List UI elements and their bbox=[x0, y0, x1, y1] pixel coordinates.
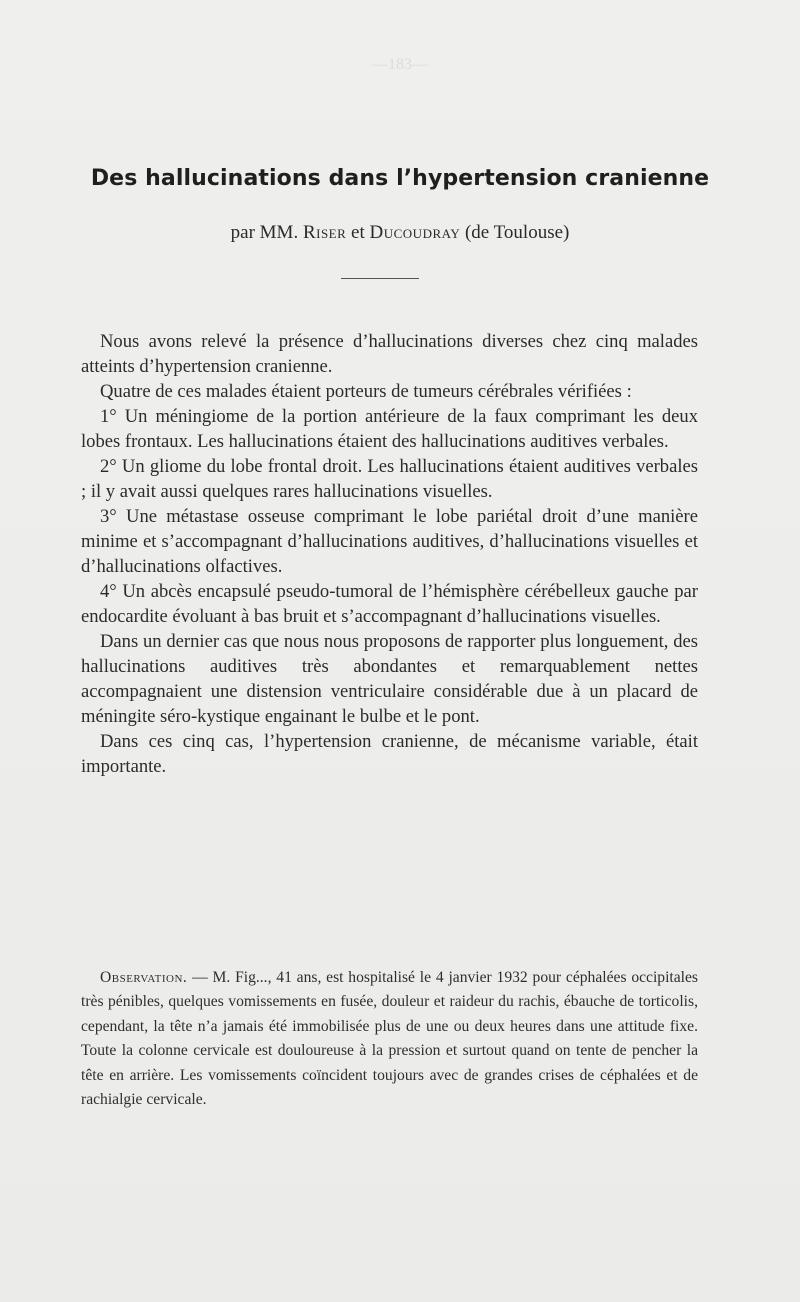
author-ducoudray: Ducoudray bbox=[369, 222, 461, 243]
observation-text: — M. Fig..., 41 ans, est hospitalisé le 4 janvier 1932 pour céphalées occipitales très pénibles, quelques vomissements en fusée, douleur et raideur du rachis, ébauche de torticolis, cependant, la tête n’a jamais été immobilisée plus de une ou deux heures dans une attitude fixe. Toute la colonne cervicale est douloureuse à la pression et surtout quand on tente de pencher la tête en arrière. Les vomissements coïncident toujours avec de grandes crises de céphalées et de rachialgie cervicale. bbox=[81, 969, 698, 1109]
paragraph-case-1: 1° Un méningiome de la portion antérieure de la faux comprimant les deux lobes frontaux. Les hallucinations étaient des hallucinations auditives verbales. bbox=[81, 406, 698, 452]
paragraph-last-case: Dans un dernier cas que nous nous proposons de rapporter plus longuement, des hallucinations auditives très abondantes et remarquablement nettes accompagnaient une distension ventriculaire considérable due à un placard de méningite séro-kystique engainant le bulbe et le pont. bbox=[81, 631, 698, 727]
article-byline bbox=[60, 222, 740, 244]
observation-paragraph bbox=[81, 966, 698, 1112]
title-separator-rule bbox=[341, 278, 419, 279]
byline-suffix: (de Toulouse) bbox=[460, 222, 570, 243]
article-title: Des hallucinations dans l’hypertension cranienne bbox=[90, 166, 710, 191]
byline-and: et bbox=[346, 222, 370, 243]
author-riser: Riser bbox=[302, 222, 347, 243]
observation-label: Observation. bbox=[100, 969, 188, 986]
paragraph-conclusion: Dans ces cinq cas, l’hypertension cranienne, de mécanisme variable, était importante. bbox=[81, 731, 698, 777]
paragraph-tumors: Quatre de ces malades étaient porteurs de tumeurs cérébrales vérifiées : bbox=[100, 381, 632, 402]
paragraph-case-3: 3° Une métastase osseuse comprimant le lobe pariétal droit d’une manière minime et s’accompagnant d’hallucinations auditives, d’hallucinations visuelles et d’hallucinations olfactives. bbox=[81, 506, 698, 577]
page-number: —183— bbox=[372, 56, 428, 73]
byline-prefix: par MM. bbox=[230, 222, 303, 243]
paragraph-case-4: 4° Un abcès encapsulé pseudo-tumoral de l’hémisphère cérébelleux gauche par endocardite évoluant à bas bruit et s’accompagnant d’hallucinations visuelles. bbox=[81, 581, 698, 627]
article-body bbox=[81, 329, 698, 779]
paragraph-case-2: 2° Un gliome du lobe frontal droit. Les hallucinations étaient auditives verbales ; il y avait aussi quelques rares hallucinations visuelles. bbox=[81, 456, 698, 502]
paragraph-intro: Nous avons relevé la présence d’hallucinations diverses chez cinq malades atteints d’hypertension cranienne. bbox=[81, 331, 698, 377]
observation-section bbox=[81, 966, 698, 1112]
